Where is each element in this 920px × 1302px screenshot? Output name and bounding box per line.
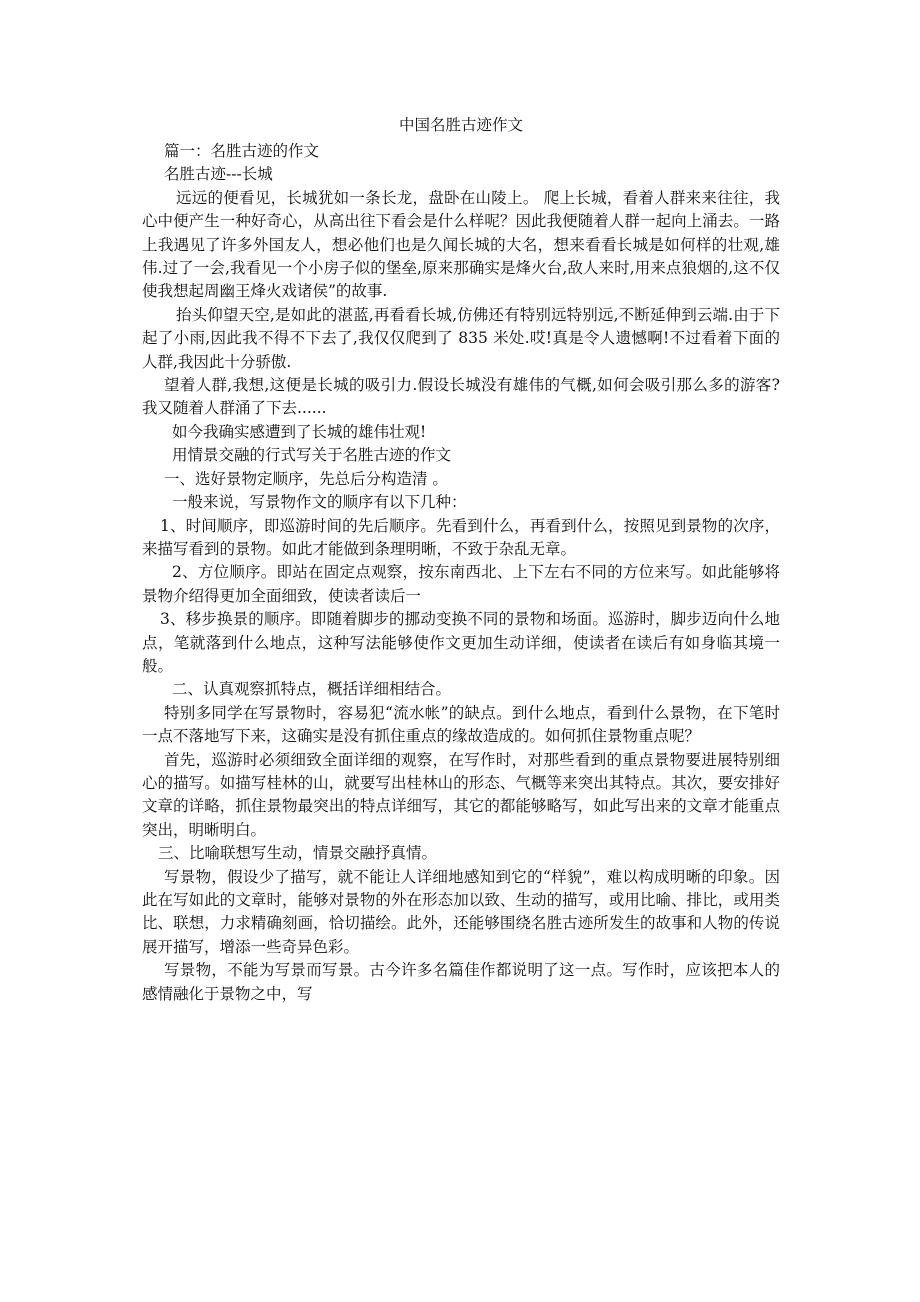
document-page [142, 112, 780, 1006]
list-item: 3、移步换景的顺序。即随着脚步的挪动变换不同的景物和场面。巡游时，脚步迈向什么地点，笔就落到什么地点，这种写法能够使作文更加生动详细，使读者在读后有如身临其境一般。 [142, 610, 780, 675]
section-heading-1: 篇一：名胜古迹的作文 [164, 142, 320, 160]
list-item: 1、时间顺序，即巡游时间的先后顺序。先看到什么，再看到什么，按照见到景物的次序，来描写看到的景物。如此才能做到条理明晰，不致于杂乱无章。 [142, 516, 780, 558]
paragraph: 写景物，不能为写景而写景。古今许多名篇佳作都说明了这一点。写作时，应该把本人的感情融化于景物之中，写 [142, 961, 780, 1003]
subheading: 一、选好景物定顺序，先总后分构造清 。 [164, 469, 448, 488]
paragraph: 写景物，假设少了描写，就不能让人详细地感知到它的“样貌”，难以构成明晰的印象。因此在写如此的文章时，能够对景物的外在形态加以致、生动的描写，或用比喻、排比，或用类比、联想，力求精确刻画，恰切描绘。此外，还能够围绕名胜古迹所发生的故事和人物的传说展开描写，增添一些奇异色彩。 [142, 867, 780, 956]
paragraph: 抬头仰望天空,是如此的湛蓝,再看看长城,仿佛还有特别远特别远,不断延伸到云端.由于下起了小雨,因此我不得不下去了,我仅仅爬到了 835 米处.哎!真是令人遗憾啊!不过看着下面的人群,我因此十分骄傲. [142, 305, 780, 371]
list-item: 2、方位顺序。即站在固定点观察，按东南西北、上下左右不同的方位来写。如此能够将景物介绍得更加全面细致，使读者读后一 [142, 563, 780, 605]
subheading: 二、认真观察抓特点，概括详细相结合。 [172, 680, 452, 699]
section-heading-2: 用情景交融的行式写关于名胜古迹的作文 [172, 446, 452, 465]
paragraph: 望着人群,我想,这便是长城的吸引力.假设长城没有雄伟的气概,如何会吸引那么多的游客?我又随着人群涌了下去...... [142, 376, 780, 418]
paragraph: 如今我确实感遭到了长城的雄伟壮观! [172, 422, 427, 441]
essay-subtitle: 名胜古迹---长城 [164, 165, 273, 184]
document-title: 中国名胜古迹作文 [398, 116, 523, 134]
paragraph: 特别多同学在写景物时，容易犯“流水帐”的缺点。到什么地点，看到什么景物，在下笔时一点不落地写下来，这确实是没有抓住重点的缘故造成的。如何抓住景物重点呢？ [142, 703, 780, 746]
paragraph: 远远的便看见，长城犹如一条长龙，盘卧在山陵上。 爬上长城，看着人群来来往往，我心中便产生一种好奇心，从高出往下看会是什么样呢？因此我便随着人群一起向上涌去。一路上我遇见了许多外国友人，想必他们也是久闻长城的大名，想来看看长城是如何样的壮观,雄伟.过了一会,我看见一个小房子似的堡垒,原来那确实是烽火台,敌人来时,用来点狼烟的,这不仅使我想起周幽王烽火戏诸侯”的故事. [142, 188, 780, 301]
subheading: 三、比喻联想写生动，情景交融抒真情。 [158, 844, 438, 863]
paragraph: 一般来说，写景物作文的顺序有以下几种： [172, 493, 467, 512]
paragraph: 首先，巡游时必须细致全面详细的观察，在写作时，对那些看到的重点景物要进展特别细心的描写。如描写桂林的山，就要写出桂林山的形态、气概等来突出其特点。其次，要安排好文章的详略，抓住景物最突出的特点详细写，其它的都能够略写，如此写出来的文章才能重点突出，明晰明白。 [142, 750, 780, 839]
